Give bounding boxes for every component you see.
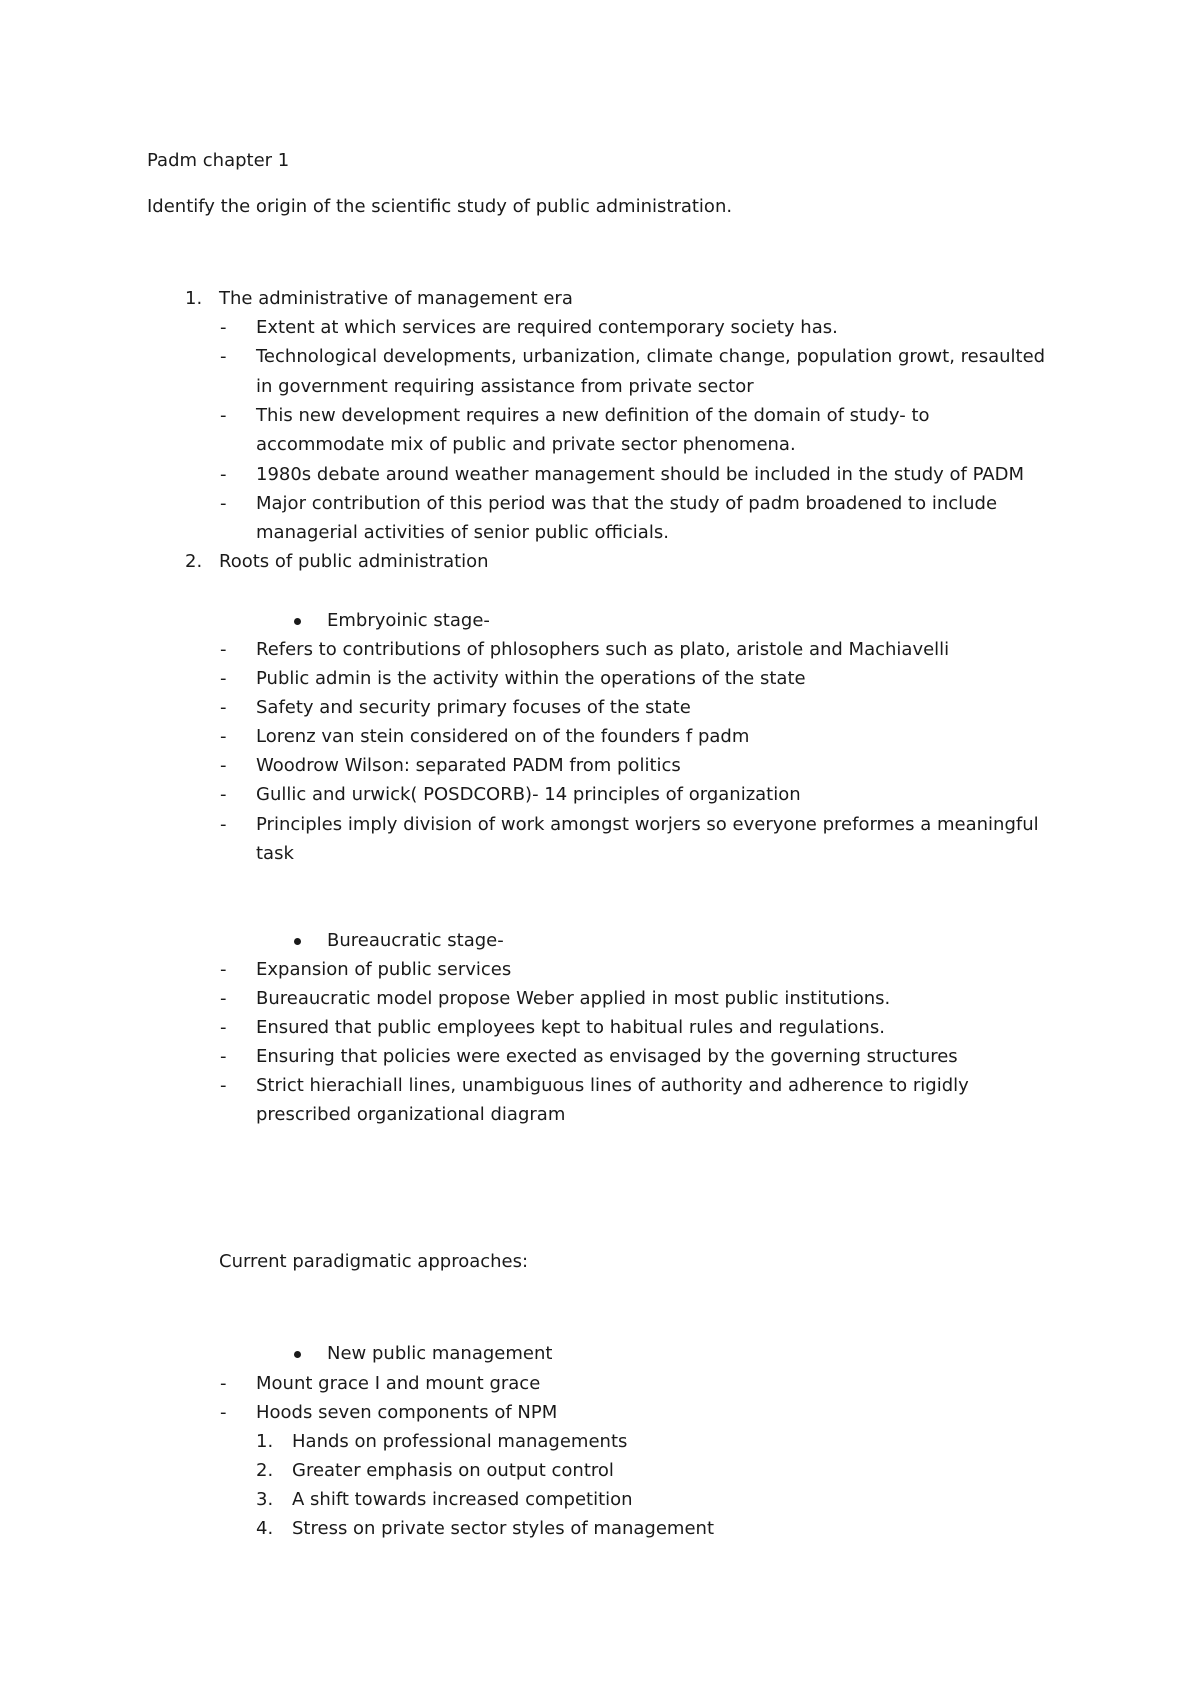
- list-item: Woodrow Wilson: separated PADM from politics: [256, 755, 681, 776]
- section1-number: 1.: [185, 288, 203, 309]
- list-item-continued: managerial activities of senior public officials.: [256, 522, 669, 543]
- bullet-icon: [294, 1351, 301, 1358]
- dash-marker: -: [220, 493, 227, 514]
- npm-component: Hands on professional managements: [292, 1431, 628, 1452]
- dash-marker: -: [220, 1017, 227, 1038]
- list-item: Hoods seven components of NPM: [256, 1402, 558, 1423]
- component-number: 3.: [256, 1489, 274, 1510]
- dash-marker: -: [220, 346, 227, 367]
- dash-marker: -: [220, 405, 227, 426]
- dash-marker: -: [220, 668, 227, 689]
- dash-marker: -: [220, 988, 227, 1009]
- question-text: Identify the origin of the scientific study of public administration.: [147, 196, 733, 217]
- dash-marker: -: [220, 317, 227, 338]
- page-title: Padm chapter 1: [147, 150, 290, 171]
- list-item: Ensuring that policies were exected as envisaged by the governing structures: [256, 1046, 958, 1067]
- current-approaches-heading: Current paradigmatic approaches:: [219, 1251, 529, 1272]
- npm-component: A shift towards increased competition: [292, 1489, 633, 1510]
- bullet-icon: [294, 618, 301, 625]
- embryonic-heading: Embryoinic stage-: [327, 610, 490, 631]
- npm-component: Stress on private sector styles of management: [292, 1518, 714, 1539]
- list-item: Expansion of public services: [256, 959, 512, 980]
- dash-marker: -: [220, 814, 227, 835]
- section2-heading: Roots of public administration: [219, 551, 489, 572]
- list-item: Strict hierachiall lines, unambiguous lines of authority and adherence to rigidly: [256, 1075, 969, 1096]
- component-number: 1.: [256, 1431, 274, 1452]
- list-item: Gullic and urwick( POSDCORB)- 14 principles of organization: [256, 784, 801, 805]
- npm-component: Greater emphasis on output control: [292, 1460, 614, 1481]
- bureaucratic-heading: Bureaucratic stage-: [327, 930, 504, 951]
- section1-heading: The administrative of management era: [219, 288, 573, 309]
- section2-number: 2.: [185, 551, 203, 572]
- list-item-continued: in government requiring assistance from private sector: [256, 376, 754, 397]
- dash-marker: -: [220, 1046, 227, 1067]
- dash-marker: -: [220, 755, 227, 776]
- list-item: Technological developments, urbanization, climate change, population growt, resaulted: [256, 346, 1046, 367]
- component-number: 4.: [256, 1518, 274, 1539]
- dash-marker: -: [220, 1373, 227, 1394]
- dash-marker: -: [220, 784, 227, 805]
- list-item: Lorenz van stein considered on of the founders f padm: [256, 726, 750, 747]
- list-item: Extent at which services are required contemporary society has.: [256, 317, 838, 338]
- component-number: 2.: [256, 1460, 274, 1481]
- dash-marker: -: [220, 1402, 227, 1423]
- npm-heading: New public management: [327, 1343, 553, 1364]
- list-item: Refers to contributions of phlosophers such as plato, aristole and Machiavelli: [256, 639, 950, 660]
- list-item: Bureaucratic model propose Weber applied in most public institutions.: [256, 988, 891, 1009]
- dash-marker: -: [220, 464, 227, 485]
- list-item: This new development requires a new definition of the domain of study- to: [256, 405, 930, 426]
- list-item-continued: prescribed organizational diagram: [256, 1104, 566, 1125]
- bullet-icon: [294, 938, 301, 945]
- list-item: Major contribution of this period was that the study of padm broadened to include: [256, 493, 998, 514]
- dash-marker: -: [220, 726, 227, 747]
- list-item: Mount grace I and mount grace: [256, 1373, 541, 1394]
- dash-marker: -: [220, 639, 227, 660]
- list-item: Principles imply division of work amongst worjers so everyone preformes a meaningful: [256, 814, 1039, 835]
- dash-marker: -: [220, 697, 227, 718]
- list-item: Public admin is the activity within the operations of the state: [256, 668, 806, 689]
- dash-marker: -: [220, 959, 227, 980]
- list-item-continued: accommodate mix of public and private sector phenomena.: [256, 434, 796, 455]
- list-item-continued: task: [256, 843, 294, 864]
- dash-marker: -: [220, 1075, 227, 1096]
- list-item: Ensured that public employees kept to habitual rules and regulations.: [256, 1017, 885, 1038]
- list-item: 1980s debate around weather management should be included in the study of PADM: [256, 464, 1024, 485]
- list-item: Safety and security primary focuses of the state: [256, 697, 691, 718]
